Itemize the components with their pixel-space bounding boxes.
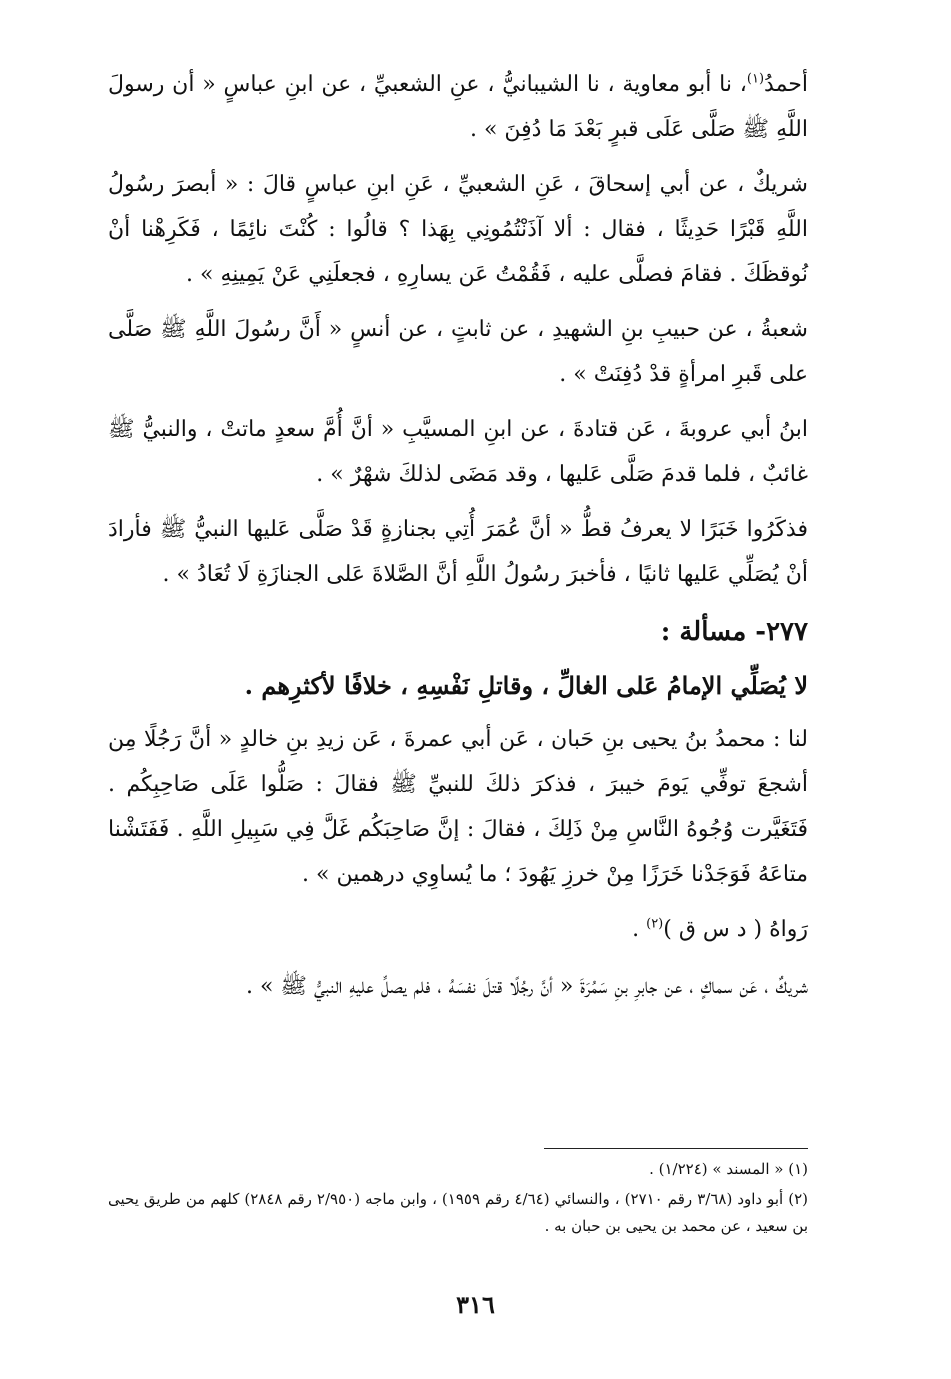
riwaya-text-end: .	[632, 917, 647, 942]
paragraph-text: ، نا أبو معاوية ، نا الشيبانيُّ ، عنِ الشعبيِّ ، عن ابنِ عباسٍ « أن رسولَ اللَّهِ ﷺ صَلَّى عَلَى قبرٍ بَعْدَ مَا دُفِنَ » .	[108, 72, 808, 142]
paragraph-text: أحمدُ	[764, 72, 808, 97]
issue-heading: ٢٧٧- مسألة :	[660, 617, 808, 647]
hadith-paragraph-5: فذكَرُوا خَبَرًا لا يعرفُ قطُّ « أنَّ عُمَرَ أُتِي بجنازةٍ قَدْ صَلَّى عَليها النبيُّ ﷺ فأرادَ أنْ يُصَلِّي عَليها ثانيًا ، فأخبرَ رسُولُ اللَّهِ أنَّ الصَّلاةَ عَلى الجنازَةِ لَا تُعَادُ » .	[108, 517, 808, 587]
footnote-reference: (١)	[746, 71, 765, 87]
hadith-paragraph-7: شريكٌ ، عَن سماكٍ ، عن جابرِ بنِ سَمُرَةَ « أنَّ رجُلًا قتلَ نفسَهُ ، فلم يصلِّ عليهِ النبيُّ ﷺ » .	[245, 974, 808, 999]
footnote-separator	[544, 1148, 808, 1149]
hadith-paragraph-2: شريكٌ ، عن أبي إسحاقَ ، عَنِ الشعبيِّ ، عَنِ ابنِ عباسٍ قالَ : « أبصرَ رسُولُ اللَّهِ قَبْرًا حَدِيثًا ، فقال : ألا آذَنْتُمُونِي بِهَذا ؟ قالُوا : كُنْتَ نائِمًا ، فَكَرِهْنا أنْ نُوقظَكَ . فقامَ فصلَّى عليه ، فَقُمْتُ عَن يسارِهِ ، فجعلَنِي عَنْ يَمِينِهِ » .	[108, 172, 808, 287]
hadith-paragraph-4: ابنُ أبي عروبةَ ، عَن قتادةَ ، عن ابنِ المسيَّبِ « أنَّ أُمَّ سعدٍ ماتتْ ، والنبيُّ ﷺ غائبٌ ، فلما قدمَ صَلَّى عَليها ، وقد مَضَى لذلكَ شهْرٌ » .	[108, 417, 808, 487]
page-body	[108, 62, 808, 1019]
hadith-paragraph-3: شعبةُ ، عن حبيبِ بنِ الشهيدِ ، عن ثابتٍ ، عن أنسٍ « أَنَّ رسُولَ اللَّهِ ﷺ صَلَّى على قَبرِ امرأةٍ قدْ دُفِنَتْ » .	[108, 317, 808, 387]
riwaya-line	[108, 907, 808, 952]
footnote-1: (١) « المسند » (١/٢٢٤) .	[649, 1160, 808, 1178]
page-number: ٣١٦	[456, 1290, 495, 1319]
footnote-reference: (٢)	[646, 916, 664, 932]
riwaya-text: رَواهُ ( د س ق )	[663, 917, 808, 942]
hadith-paragraph-1	[108, 62, 808, 152]
footnotes	[108, 1156, 808, 1243]
footnote-2: (٢) أبو داود (٣/٦٨ رقم ٢٧١٠) ، والنسائي (٤/٦٤ رقم ١٩٥٩) ، وابن ماجه (٢/٩٥٠ رقم ٢٨٤٨) كلهم من طريق يحيى بن سعيد ، عن محمد بن يحيى بن حبان به .	[108, 1190, 809, 1235]
issue-rule: لا يُصَلِّي الإمامُ عَلى الغالِّ ، وقاتلِ نَفْسِهِ ، خلافًا لأكثرِهم .	[244, 671, 808, 700]
hadith-paragraph-6: لنا : محمدُ بنُ يحيى بنِ حَبان ، عَن أبي عمرةَ ، عَن زيدِ بنِ خالدٍ « أنَّ رَجُلًا مِن أشجعَ توفِّي يَومَ خيبرَ ، فذكرَ ذلكَ للنبيِّ ﷺ فقالَ : صَلُّوا عَلَى صَاحِبِكُم . فَتَغَيَّرت وُجُوهُ النَّاسِ مِنْ ذَلِكَ ، فقالَ : إنَّ صَاحِبَكُم غَلَّ فِي سَبِيلِ اللَّهِ . فَفَتَشْنا متاعَهُ فَوَجَدْنا خَرَزًا مِنْ خرزِ يَهُودَ ؛ ما يُساوِي درهمين » .	[108, 727, 809, 887]
